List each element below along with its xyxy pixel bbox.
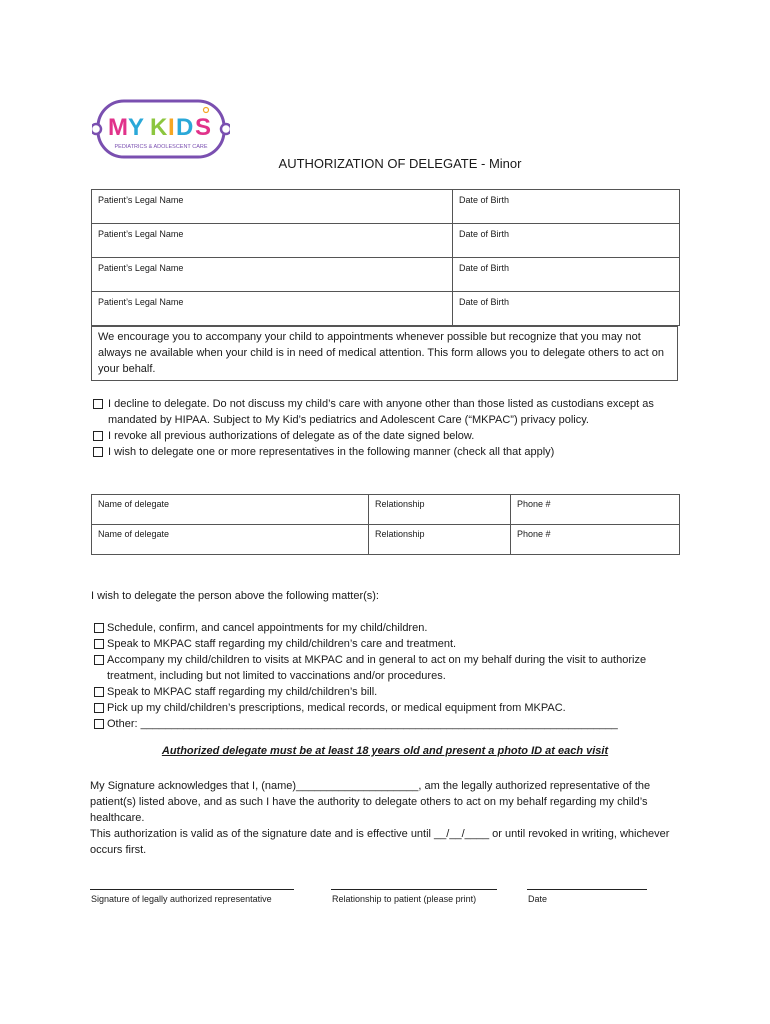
matter-option	[94, 700, 694, 716]
relationship-line[interactable]	[331, 889, 497, 890]
attestation-paragraph: My Signature acknowledges that I, (name)____________________, am the legally authorized representative of the patient(s) listed above, and as such I have the authority to delegate others to act on my behalf regarding my child’s healthcare.	[90, 780, 651, 824]
delegate-table	[91, 494, 680, 555]
decline-option	[93, 396, 693, 428]
date-of-birth-field[interactable]: Date of Birth	[453, 258, 680, 292]
document-title: AUTHORIZATION OF DELEGATE - Minor	[278, 156, 522, 171]
matter-option	[94, 636, 694, 652]
decline-checkbox[interactable]	[93, 399, 103, 409]
matter-label: Pick up my child/children’s prescriptions, medical records, or medical equipment from MKPAC.	[107, 702, 566, 714]
revoke-option	[93, 428, 693, 444]
svg-text:I: I	[168, 114, 175, 141]
clinic-logo	[92, 97, 230, 161]
delegate-label: I wish to delegate one or more representatives in the following manner (check all that apply)	[108, 446, 555, 458]
relationship-field[interactable]: Relationship	[369, 525, 511, 555]
table-row	[92, 224, 680, 258]
delegate-option	[93, 444, 693, 460]
delegate-checkbox[interactable]	[93, 447, 103, 457]
date-line[interactable]	[527, 889, 647, 890]
logo-tagline: PEDIATRICS & ADOLESCENT CARE	[114, 144, 208, 150]
svg-text:Y: Y	[128, 114, 145, 141]
delegate-name-field[interactable]: Name of delegate	[92, 525, 369, 555]
patient-name-field[interactable]: Patient’s Legal Name	[92, 258, 453, 292]
table-row	[92, 258, 680, 292]
delegate-name-field[interactable]: Name of delegate	[92, 495, 369, 525]
svg-text:S: S	[195, 114, 212, 141]
patient-name-field[interactable]: Patient’s Legal Name	[92, 224, 453, 258]
other-checkbox[interactable]	[94, 719, 104, 729]
attestation	[90, 778, 690, 858]
accompany-checkbox[interactable]	[94, 655, 104, 665]
pickup-checkbox[interactable]	[94, 703, 104, 713]
revoke-checkbox[interactable]	[93, 431, 103, 441]
matter-label: Schedule, confirm, and cancel appointments for my child/children.	[107, 622, 428, 634]
table-row	[92, 525, 680, 555]
table-row	[92, 190, 680, 224]
svg-text:K: K	[150, 114, 168, 141]
speak-bill-checkbox[interactable]	[94, 687, 104, 697]
patient-table	[91, 189, 680, 326]
date-of-birth-field[interactable]: Date of Birth	[453, 292, 680, 326]
svg-text:M: M	[108, 114, 128, 141]
matter-label: Speak to MKPAC staff regarding my child/children’s bill.	[107, 686, 378, 698]
patient-name-field[interactable]: Patient’s Legal Name	[92, 190, 453, 224]
signature-line[interactable]	[90, 889, 294, 890]
decline-label: I decline to delegate. Do not discuss my child’s care with anyone other than those listed as custodians except as mandated by HIPAA. Subject to My Kid’s pediatrics and Adolescent Care (“MKPAC”) privacy policy.	[108, 398, 654, 426]
matter-label: Accompany my child/children to visits at MKPAC and in general to act on my behalf during the visit to authorize treatment, including but not limited to vaccinations and/or procedures.	[107, 654, 647, 682]
matters-options	[94, 620, 694, 732]
age-requirement-notice: Authorized delegate must be at least 18 years old and present a photo ID at each visit	[161, 745, 609, 757]
revoke-label: I revoke all previous authorizations of delegate as of the date signed below.	[108, 430, 475, 442]
matter-option	[94, 716, 694, 732]
matter-option	[94, 652, 694, 684]
matter-label: Speak to MKPAC staff regarding my child/children’s care and treatment.	[107, 638, 457, 650]
phone-field[interactable]: Phone #	[511, 525, 680, 555]
signature-label: Signature of legally authorized representative	[91, 894, 272, 904]
notice-box: We encourage you to accompany your child to appointments whenever possible but recognize that you may not always ne available when your child is in need of medical attention. This form allows you to delegate others to act on your behalf.	[91, 326, 678, 381]
speak-care-checkbox[interactable]	[94, 639, 104, 649]
relationship-label: Relationship to patient (please print)	[332, 894, 477, 904]
svg-text:D: D	[176, 114, 194, 141]
relationship-field[interactable]: Relationship	[369, 495, 511, 525]
delegation-options	[93, 396, 693, 460]
table-row	[92, 292, 680, 326]
date-label: Date	[528, 894, 548, 904]
date-of-birth-field[interactable]: Date of Birth	[453, 224, 680, 258]
date-of-birth-field[interactable]: Date of Birth	[453, 190, 680, 224]
matter-option	[94, 684, 694, 700]
validity-paragraph: This authorization is valid as of the signature date and is effective until __/__/____ or until revoked in writing, whichever occurs first.	[90, 828, 670, 856]
matter-option	[94, 620, 694, 636]
phone-field[interactable]: Phone #	[511, 495, 680, 525]
matters-intro: I wish to delegate the person above the following matter(s):	[91, 590, 379, 602]
table-row	[92, 495, 680, 525]
matter-label: Other: ______________________________________________________________________________	[107, 718, 618, 730]
schedule-checkbox[interactable]	[94, 623, 104, 633]
patient-name-field[interactable]: Patient’s Legal Name	[92, 292, 453, 326]
